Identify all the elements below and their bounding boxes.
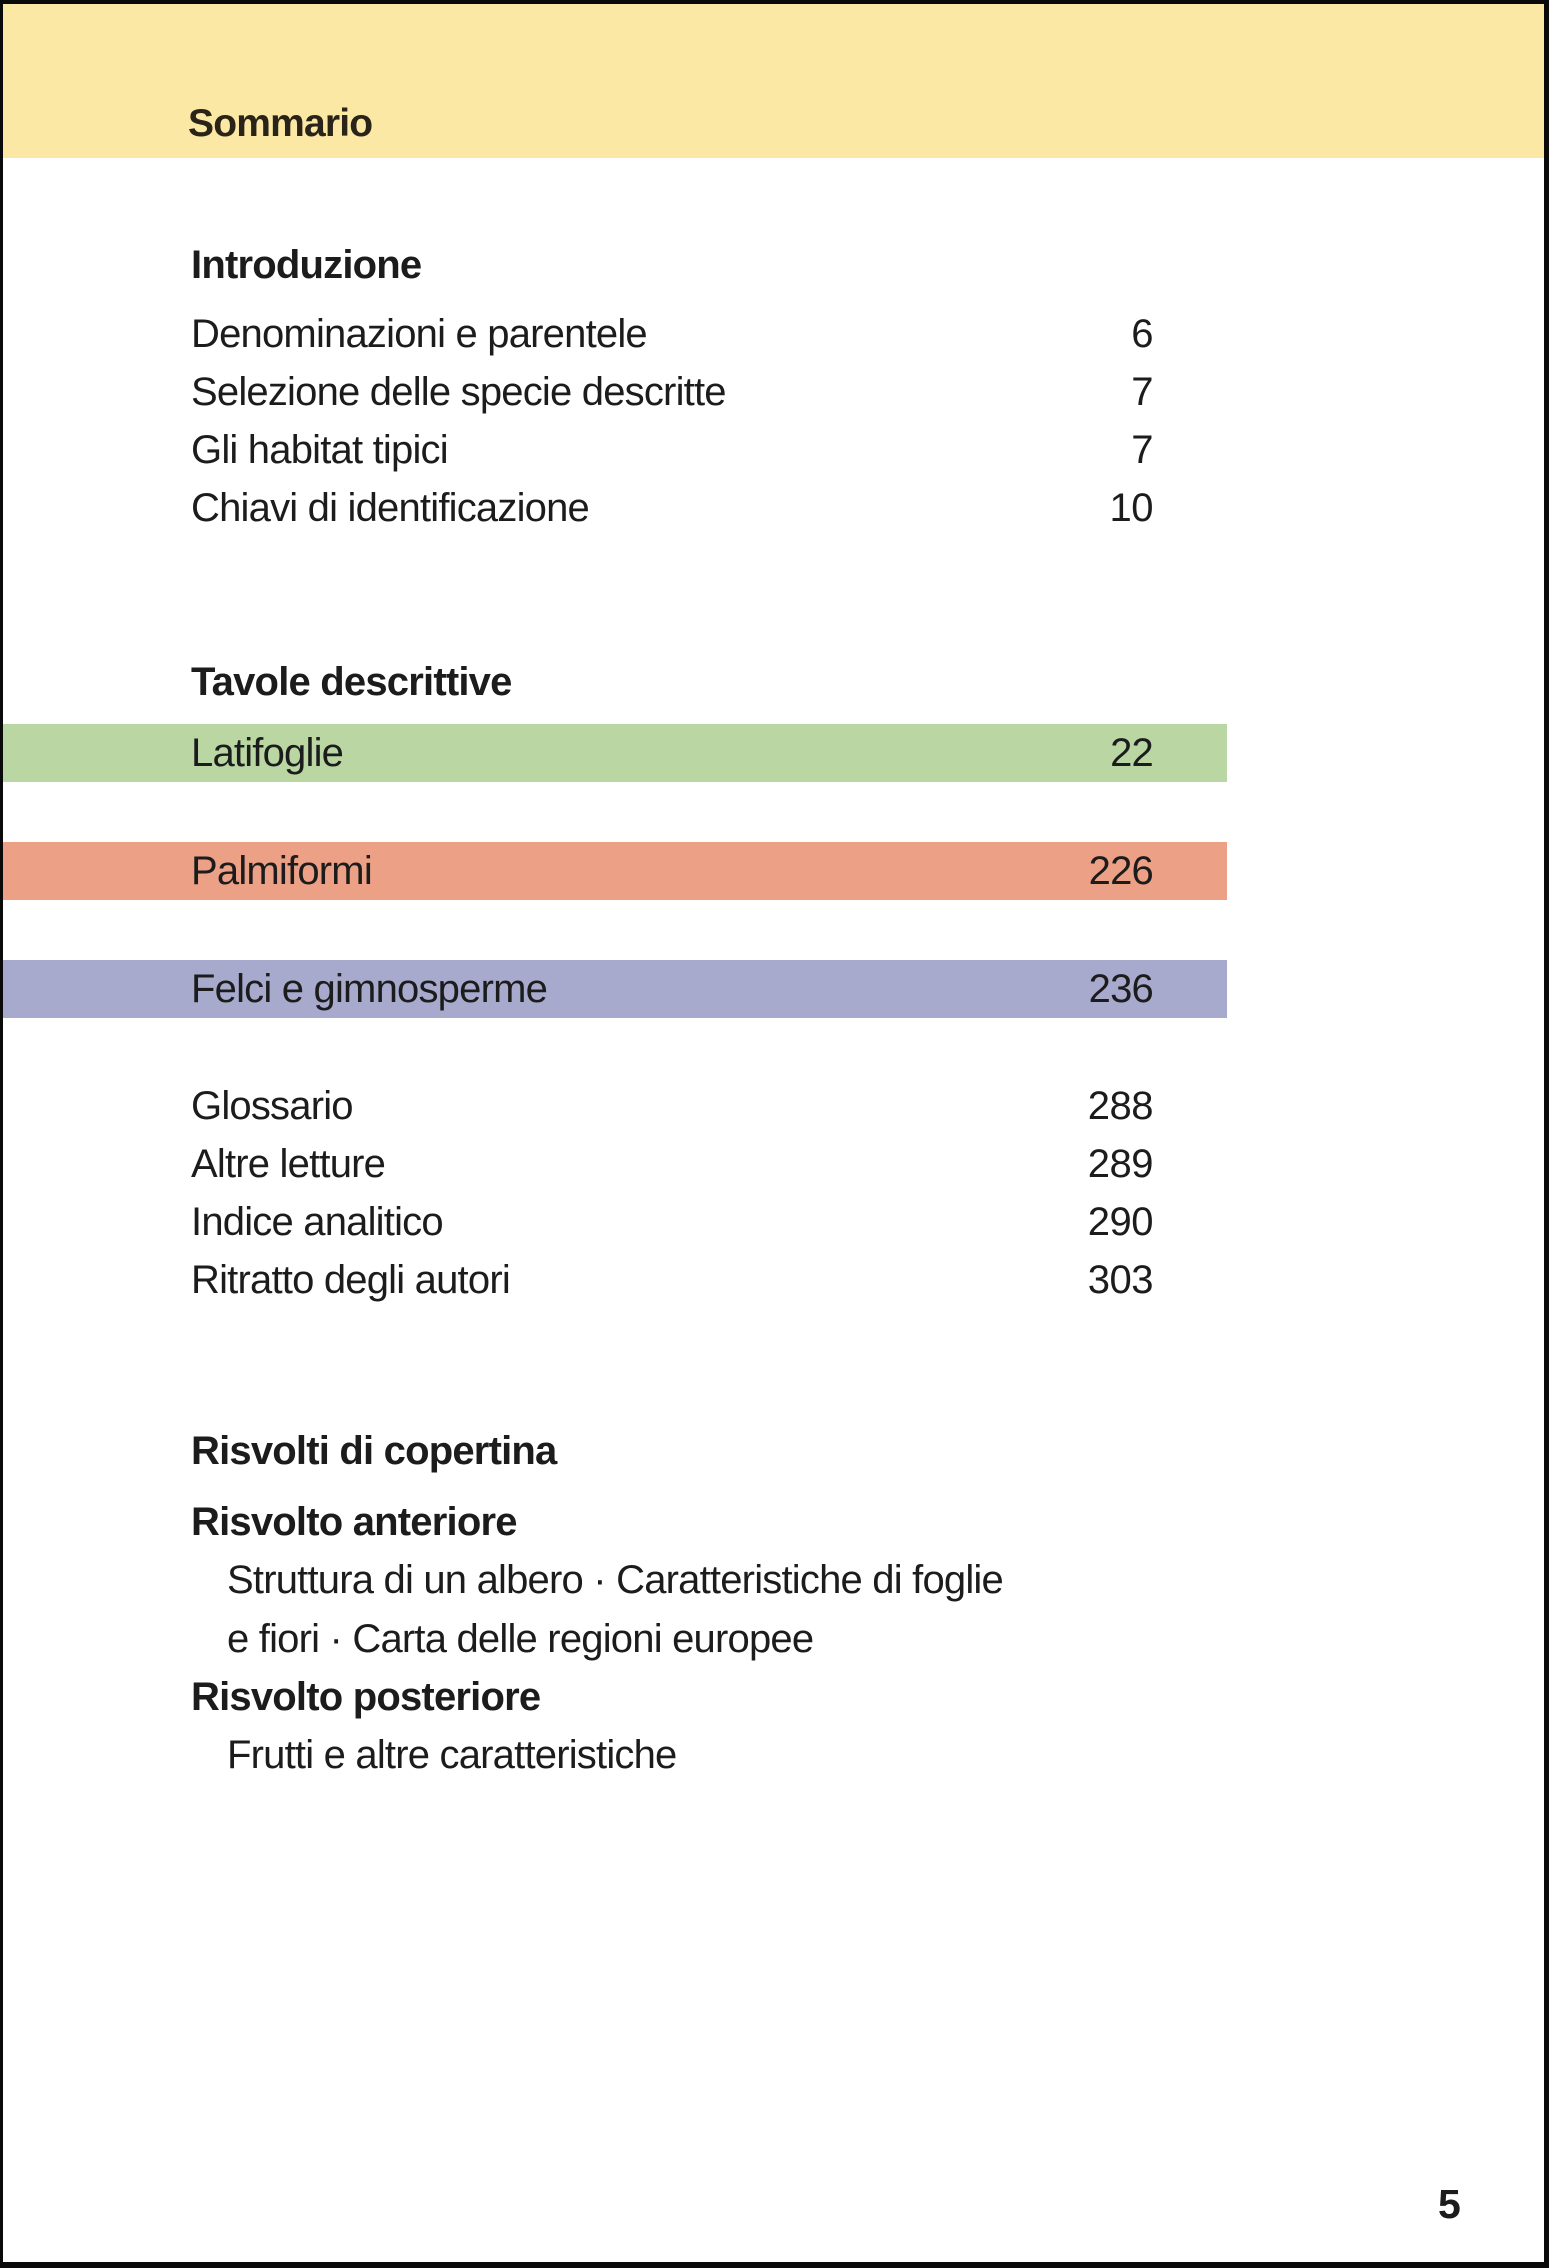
page-number-folio: 5 — [1437, 2181, 1460, 2227]
toc-band-label: Felci e gimnosperme — [191, 966, 548, 1011]
toc-entry-label: Selezione delle specie descritte — [191, 370, 726, 414]
toc-entry-label: Gli habitat tipici — [191, 428, 448, 472]
toc-row — [191, 421, 1153, 479]
toc-band-label: Palmiformi — [191, 848, 372, 893]
toc-entry-label: Altre letture — [191, 1142, 386, 1186]
toc-row — [191, 1077, 1153, 1135]
toc-band-page-number: 22 — [1110, 730, 1153, 775]
toc-row — [191, 305, 1153, 363]
toc-entry-page-number: 288 — [1087, 1084, 1153, 1128]
toc-row — [191, 1251, 1153, 1309]
toc-row — [191, 1193, 1153, 1251]
flap-entry-risvolto-posteriore: Risvolto posteriore — [191, 1675, 541, 1719]
section-heading-tavole-descrittive: Tavole descrittive — [191, 660, 512, 704]
toc-entry-label: Chiavi di identificazione — [191, 486, 590, 530]
toc-band-latifoglie — [3, 724, 1227, 782]
flap-entry-detail: e fiori · Carta delle regioni europee — [227, 1617, 814, 1661]
toc-entry-page-number: 290 — [1087, 1200, 1153, 1244]
section-heading-risvolti-di-copertina: Risvolti di copertina — [191, 1429, 557, 1473]
toc-band-palmiformi — [3, 842, 1227, 900]
toc-band-felci-e-gimnosperme — [3, 960, 1227, 1018]
toc-entry-label: Indice analitico — [191, 1200, 443, 1244]
toc-entry-page-number: 303 — [1087, 1258, 1153, 1302]
toc-row — [191, 363, 1153, 421]
toc-row — [191, 479, 1153, 537]
section-heading-introduzione: Introduzione — [191, 243, 422, 287]
toc-entry-label: Ritratto degli autori — [191, 1258, 510, 1302]
flap-entry-detail: Struttura di un albero · Caratteristiche di foglie — [227, 1558, 1003, 1602]
toc-entry-page-number: 289 — [1087, 1142, 1153, 1186]
page-header-band — [3, 4, 1544, 158]
toc-entry-page-number: 7 — [1131, 370, 1153, 414]
page-header-title: Sommario — [188, 102, 373, 145]
toc-entry-label: Glossario — [191, 1084, 353, 1128]
toc-entry-label: Denominazioni e parentele — [191, 312, 647, 356]
toc-row — [191, 1135, 1153, 1193]
toc-entry-page-number: 6 — [1131, 312, 1153, 356]
toc-band-label: Latifoglie — [191, 730, 344, 775]
toc-band-page-number: 226 — [1088, 848, 1153, 893]
flap-entry-risvolto-anteriore: Risvolto anteriore — [191, 1500, 517, 1544]
toc-entry-page-number: 7 — [1131, 428, 1153, 472]
toc-entry-page-number: 10 — [1109, 486, 1153, 530]
toc-band-page-number: 236 — [1088, 966, 1153, 1011]
flap-entry-detail: Frutti e altre caratteristiche — [227, 1733, 677, 1777]
